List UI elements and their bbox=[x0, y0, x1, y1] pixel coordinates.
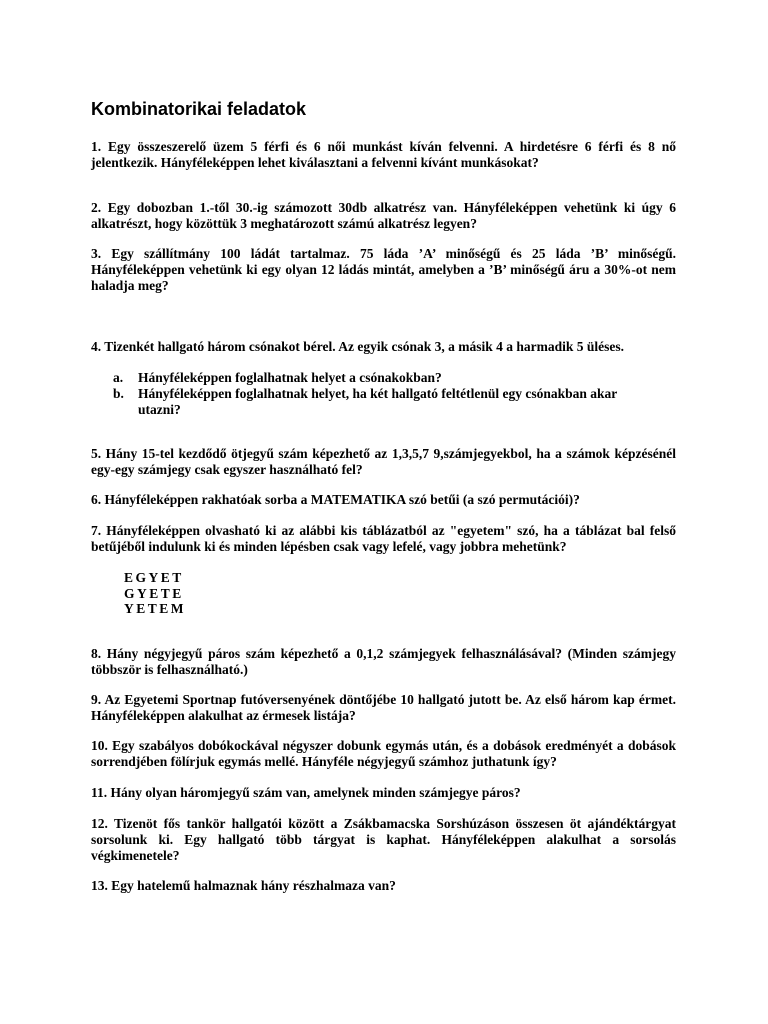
problem-10: 10. Egy szabályos dobókockával négyszer dobunk egymás után, és a dobások eredményét a dobások sorrendjében fölírjuk egymás mellé. Hányféle négyjegyű számhoz juthatunk így? bbox=[91, 738, 676, 769]
item-text: Hányféleképpen foglalhatnak helyet a csónakokban? bbox=[138, 370, 442, 385]
problem-3: 3. Egy szállítmány 100 ládát tartalmaz. 75 láda ’A’ minőségű és 25 láda ’B’ minőségű. Hányféleképpen vehetünk ki egy olyan 12 ládás mintát, amelyben a ’B’ minőségű áru a 30%-ot nem haladja meg? bbox=[91, 246, 676, 293]
letter-grid-row: EGYET bbox=[124, 570, 184, 585]
problem-6: 6. Hányféleképpen rakhatóak sorba a MATEMATIKA szó betűi (a szó permutációi)? bbox=[91, 492, 580, 507]
problem-2: 2. Egy dobozban 1.-től 30.-ig számozott 30db alkatrész van. Hányféleképpen vehetünk ki úgy 6 alkatrészt, hogy közöttük 3 meghatározott számú alkatrész legyen? bbox=[91, 200, 676, 231]
letter-grid bbox=[124, 570, 186, 617]
problem-4-item-a bbox=[113, 370, 653, 386]
item-marker: b. bbox=[113, 386, 124, 401]
letter-grid-row: GYETE bbox=[124, 585, 184, 601]
problem-13: 13. Egy hatelemű halmaznak hány részhalmaza van? bbox=[91, 878, 396, 893]
problem-8: 8. Hány négyjegyű páros szám képezhető a 0,1,2 számjegyek felhasználásával? (Minden számjegy többször is felhasználható.) bbox=[91, 646, 676, 677]
problem-5: 5. Hány 15-tel kezdődő ötjegyű szám képezhető az 1,3,5,7 9,számjegyekbol, ha a számok képzésénél egy-egy számjegy csak egyszer használható fel? bbox=[91, 446, 676, 477]
problem-1: 1. Egy összeszerelő üzem 5 férfi és 6 női munkást kíván felvenni. A hirdetésre 6 férfi és 8 nő jelentkezik. Hányféleképpen lehet kiválasztani a felvenni kívánt munkásokat? bbox=[91, 139, 676, 170]
problem-12: 12. Tizenöt fős tankör hallgatói között a Zsákbamacska Sorshúzáson összesen öt ajándéktárgyat sorsolunk ki. Egy hallgató több tárgyat is kaphat. Hányféleképpen alakulhat a sorsolás végkimenetele? bbox=[91, 816, 676, 863]
item-marker: a. bbox=[113, 370, 124, 385]
page-title: Kombinatorikai feladatok bbox=[91, 99, 307, 119]
problem-4-item-b bbox=[113, 386, 653, 418]
item-text: Hányféleképpen foglalhatnak helyet, ha két hallgató feltétlenül egy csónakban akar utazni? bbox=[138, 386, 618, 417]
problem-11: 11. Hány olyan háromjegyű szám van, amelynek minden számjegye páros? bbox=[91, 785, 521, 800]
letter-grid-row: YETEM bbox=[124, 601, 187, 616]
problem-9: 9. Az Egyetemi Sportnap futóversenyének döntőjébe 10 hallgató jutott be. Az első három kap érmet. Hányféleképpen alakulhat az érmesek listája? bbox=[91, 692, 676, 723]
problem-7: 7. Hányféleképpen olvasható ki az alábbi kis táblázatból az "egyetem" szó, ha a táblázat bal felső betűjéből indulunk ki és minden lépésben csak vagy lefelé, vagy jobbra mehetünk? bbox=[91, 523, 676, 554]
problem-4: 4. Tizenkét hallgató három csónakot bérel. Az egyik csónak 3, a másik 4 a harmadik 5 üléses. bbox=[91, 339, 625, 354]
